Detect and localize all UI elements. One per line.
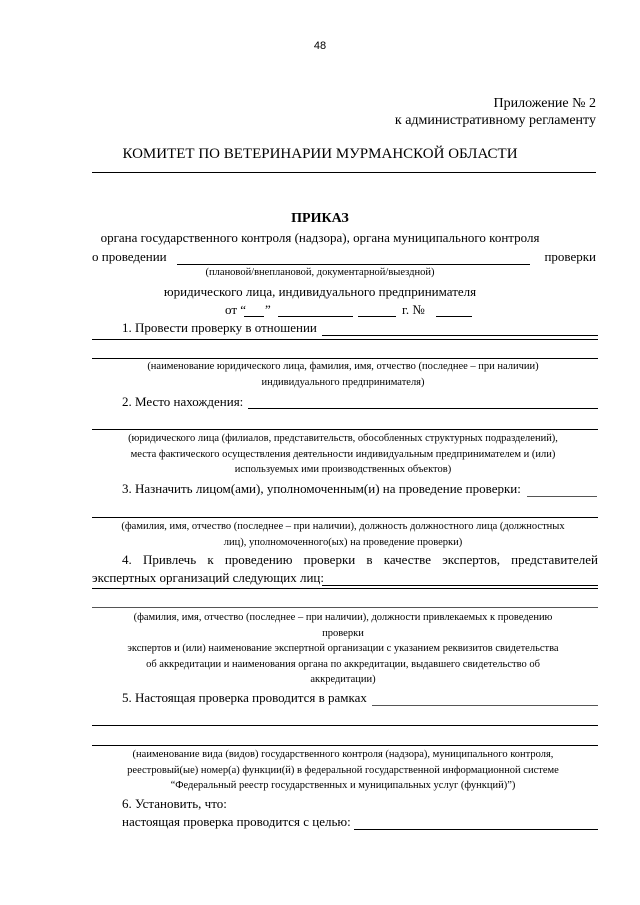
item-4-caption-3: экспертов и (или) наименование экспертной организации с указанием реквизитов свидетельства	[127, 643, 559, 654]
committee-name: КОМИТЕТ ПО ВЕТЕРИНАРИИ МУРМАНСКОЙ ОБЛАСТИ	[122, 146, 518, 162]
order-number-field[interactable]	[436, 316, 472, 317]
item-3-label: 3. Назначить лицом(ами), уполномоченным(и) на проведение проверки:	[122, 481, 521, 496]
conduct-type-field[interactable]	[177, 264, 530, 265]
item-3-caption-1: (фамилия, имя, отчество (последнее – при наличии), должность должностного лица (должностных	[121, 521, 565, 532]
item-6-label: 6. Установить, что:	[122, 796, 227, 811]
item-2-caption-3: используемых ими производственных объектов)	[234, 464, 452, 475]
date-prefix: от “	[225, 302, 247, 317]
conduct-suffix: проверки	[544, 249, 596, 264]
date-quote-close: ”	[265, 302, 271, 317]
item-5-caption-3: “Федеральный реестр государственных и муниципальных услуг (функций)”)	[170, 780, 516, 791]
committee-underline	[92, 172, 596, 173]
item-6-purpose-field[interactable]	[354, 829, 598, 830]
item-1-field[interactable]	[322, 335, 598, 336]
item-3-field-line2[interactable]	[92, 517, 598, 518]
item-2-caption-1: (юридического лица (филиалов, представительств, обособленных структурных подразделений),	[128, 433, 558, 444]
item-5-caption-2: реестровый(ые) номер(а) функции(й) в федеральной государственной информационной системе	[127, 765, 559, 776]
conduct-prefix: о проведении	[92, 249, 167, 264]
order-title: ПРИКАЗ	[291, 211, 349, 226]
item-2-field-line2[interactable]	[92, 429, 598, 430]
item-2-caption-2: места фактического осуществления деятельности индивидуальным предпринимателем и (или)	[130, 449, 556, 460]
item-4-field-line2[interactable]	[92, 588, 598, 589]
date-month-field[interactable]	[278, 316, 353, 317]
item-1-caption-1: (наименование юридического лица, фамилия, имя, отчество (последнее – при наличии)	[147, 361, 539, 372]
item-4-caption-5: аккредитации)	[310, 674, 376, 685]
item-1-field-line3[interactable]	[92, 358, 598, 359]
item-1-field-line2[interactable]	[92, 339, 598, 340]
item-3-caption-2: лиц), уполномоченного(ых) на проведение проверки)	[223, 537, 463, 548]
item-6-purpose-label: настоящая проверка проводится с целью:	[122, 814, 351, 829]
item-4-field-line3[interactable]	[92, 607, 598, 608]
item-4-field[interactable]	[322, 585, 598, 586]
item-1-caption-2: индивидуального предпринимателя)	[261, 377, 425, 388]
date-year-field[interactable]	[358, 316, 396, 317]
appendix-reglament: к административному регламенту	[394, 113, 596, 128]
conduct-caption: (плановой/внеплановой, документарной/выездной)	[205, 267, 435, 278]
item-2-field[interactable]	[248, 408, 598, 409]
item-4-caption-4: об аккредитации и наименования органа по аккредитации, выдавшего свидетельство об	[146, 659, 540, 670]
item-5-field-line2[interactable]	[92, 725, 598, 726]
item-1-label: 1. Провести проверку в отношении	[122, 320, 317, 335]
order-body-line: органа государственного контроля (надзора), органа муниципального контроля	[100, 230, 540, 245]
item-4-caption-1: (фамилия, имя, отчество (последнее – при наличии), должности привлекаемых к проведению	[133, 612, 553, 623]
item-5-label: 5. Настоящая проверка проводится в рамках	[122, 690, 367, 705]
date-day-field[interactable]	[244, 316, 264, 317]
item-4-label-line1: 4. Привлечь к проведению проверки в качестве экспертов, представителей	[122, 552, 598, 567]
order-subject: юридического лица, индивидуального предпринимателя	[163, 284, 477, 299]
item-5-field-line3[interactable]	[92, 745, 598, 746]
item-4-caption-2: проверки	[322, 628, 364, 639]
appendix-number: Приложение № 2	[493, 96, 596, 111]
date-year-label: г. №	[402, 302, 425, 317]
item-5-field[interactable]	[372, 705, 598, 706]
item-3-field[interactable]	[527, 496, 597, 497]
item-5-caption-1: (наименование вида (видов) государственного контроля (надзора), муниципального контроля,	[132, 749, 554, 760]
item-4-label-line2: экспертных организаций следующих лиц:	[92, 570, 324, 585]
item-2-label: 2. Место нахождения:	[122, 394, 244, 409]
page-number: 48	[313, 40, 327, 52]
